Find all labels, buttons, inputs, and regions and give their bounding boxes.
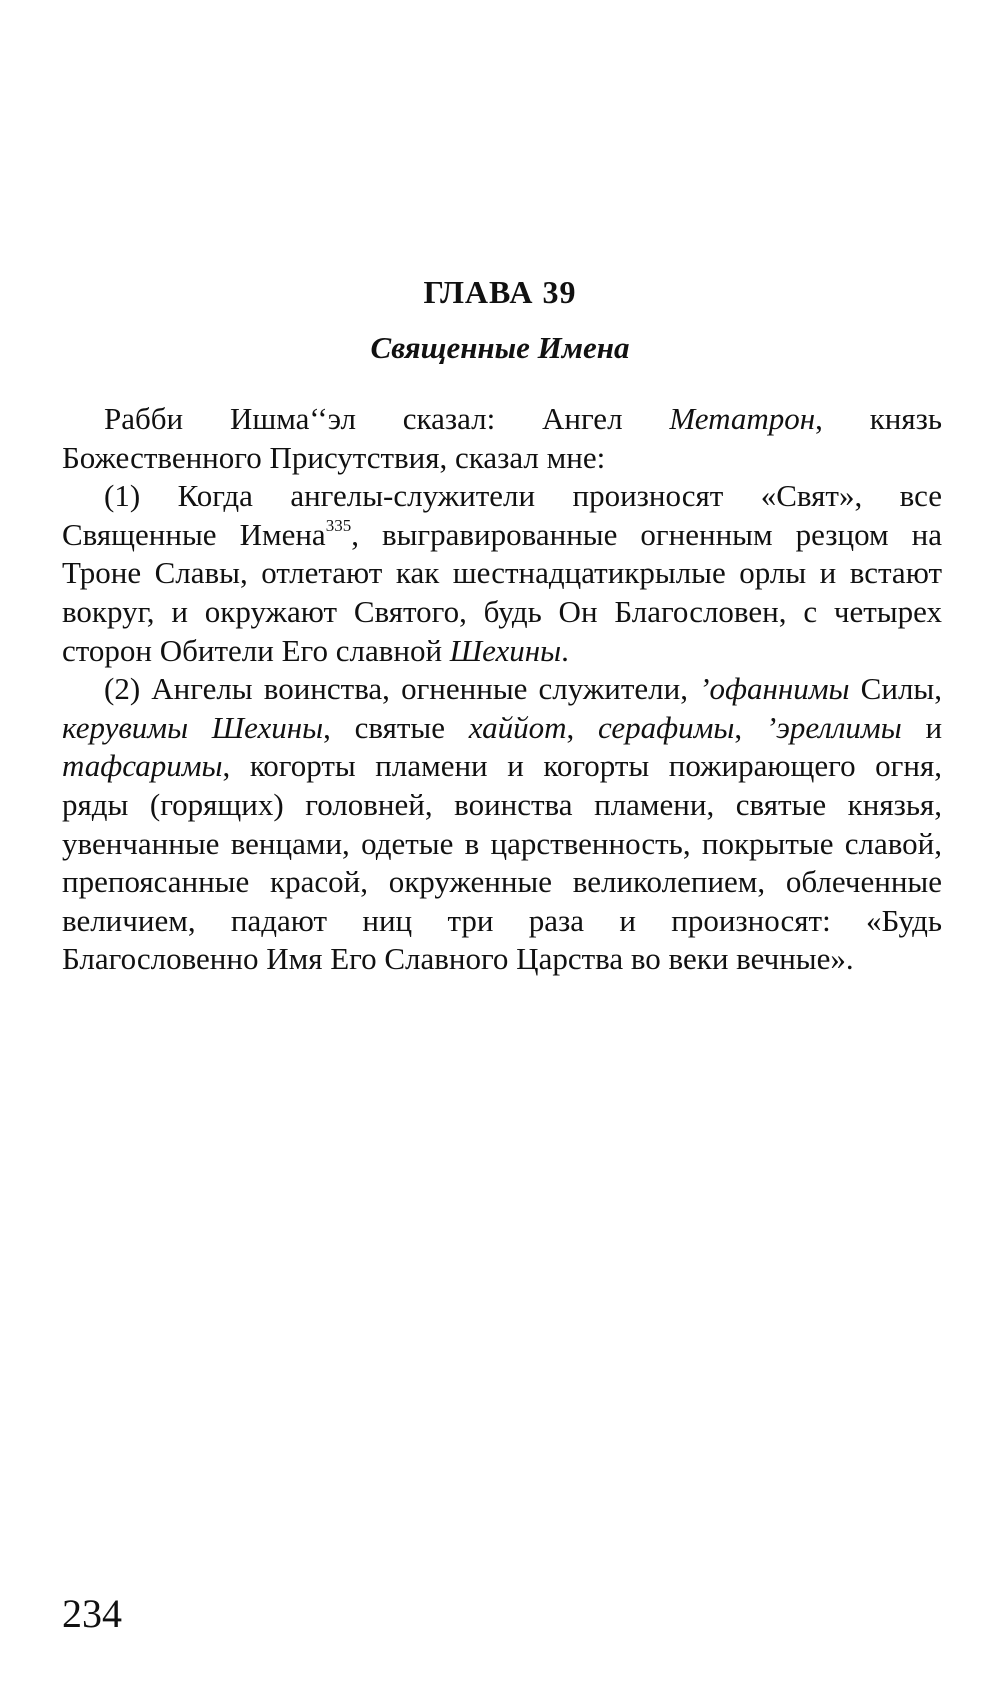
chapter-subtitle: Священные Имена	[370, 330, 630, 365]
page-number: 234	[62, 1591, 122, 1636]
italic-term: Шехины	[449, 632, 562, 668]
text-run: (2) Ангелы воинства, огненные служители,	[104, 671, 700, 707]
text-run: , когорты пламени и когорты пожирающего огня, ряды (горящих) головней, воинства пламени, святые князья, увенчанные венцами, одетые в царственность, покрытые славой, препоясанные красой, окруженные великолепием, облеченные величием, падают ниц три раза и произносят: «Будь Благословенно Имя Его Славного Царства во веки вечные».	[62, 748, 942, 977]
text-run: ,	[734, 709, 766, 745]
italic-term: хаййот	[468, 709, 567, 745]
text-run: .	[561, 632, 569, 668]
text-run: , святые	[323, 709, 469, 745]
text-run: , выгравированные огненным резцом на Троне Славы, отлетают как шестнадцатикрылые орлы и встают вокруг, и окружают Святого, будь Он Благословен, с четырех сторон Обители Его славной	[62, 516, 942, 668]
paragraph-1	[62, 477, 942, 670]
italic-term: ’офаннимы	[699, 671, 850, 707]
italic-term: керувимы Шехины	[62, 709, 324, 745]
text-run: , князь Божественного Присутствия, сказал мне:	[62, 401, 942, 475]
footnote-ref: 335	[325, 515, 352, 535]
text-run: Силы,	[849, 671, 942, 707]
chapter-title: ГЛАВА 39	[423, 274, 577, 310]
italic-term: тафсаримы	[62, 748, 223, 784]
italic-term: Метатрон	[669, 401, 816, 436]
italic-term: серафимы	[598, 709, 735, 745]
text-run: (1) Когда ангелы-служители произносят «Свят», все Священные Имена	[62, 478, 942, 552]
text-run: Рабби Ишма‘‘эл сказал: Ангел	[104, 401, 670, 436]
paragraph-2	[62, 670, 942, 979]
chapter-body	[62, 400, 942, 979]
text-run: ,	[566, 709, 598, 745]
text-run: и	[901, 709, 943, 745]
italic-term: ’эреллимы	[765, 709, 902, 745]
paragraph-intro	[62, 400, 942, 477]
